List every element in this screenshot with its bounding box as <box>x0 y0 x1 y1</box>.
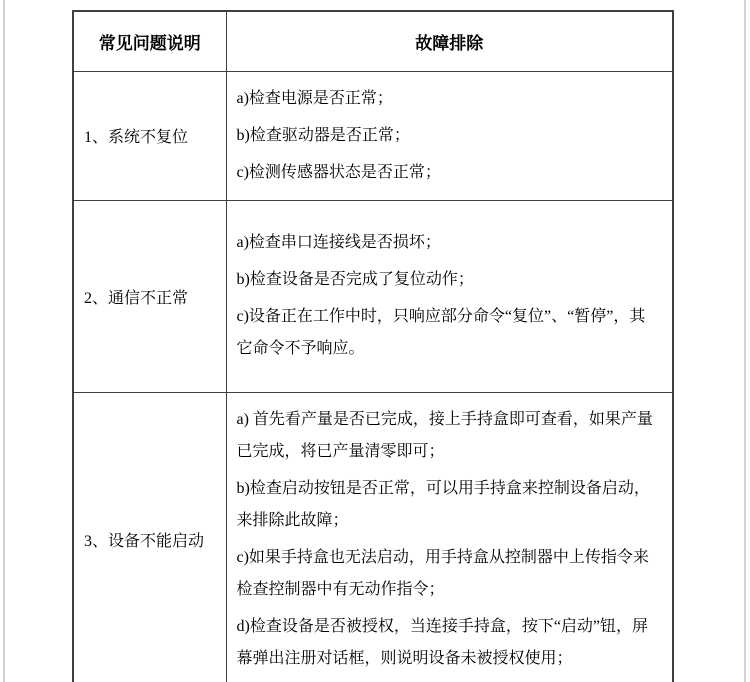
solution-cell <box>226 392 673 682</box>
header-solution-column: 故障排除 <box>226 11 673 71</box>
table-row <box>73 392 673 682</box>
solution-item: c)如果手持盒也无法启动，用手持盒从控制器中上传指令来检查控制器中有无动作指令； <box>236 548 649 598</box>
page-right-edge-line <box>744 0 746 682</box>
solution-item: d)检查设备是否被授权，当连接手持盒，按下“启动”钮，屏幕弹出注册对话框，则说明设备未被授权使用； <box>236 617 649 667</box>
table-row <box>73 71 673 200</box>
problem-cell: 2、通信不正常 <box>73 200 226 392</box>
header-problem-column: 常见问题说明 <box>73 11 226 71</box>
solution-item: a)检查串口连接线是否损坏； <box>236 234 441 251</box>
solution-item: c)检测传感器状态是否正常； <box>236 163 441 181</box>
table-row <box>73 200 673 392</box>
solution-item: a) 首先看产量是否已完成，接上手持盒即可查看，如果产量已完成，将已产量清零即可； <box>236 410 653 460</box>
table-header-row <box>73 11 673 71</box>
solution-cell <box>226 200 673 392</box>
solution-item: a)检查电源是否正常； <box>236 89 393 107</box>
solution-cell <box>226 71 673 200</box>
troubleshooting-table <box>72 10 674 682</box>
solution-item: b)检查驱动器是否正常； <box>236 126 410 144</box>
solution-item: c)设备正在工作中时，只响应部分命令“复位”、“暂停”，其它命令不予响应。 <box>236 308 646 357</box>
solution-item: b)检查设备是否完成了复位动作； <box>236 271 474 288</box>
problem-cell: 1、系统不复位 <box>73 71 226 200</box>
problem-cell: 3、设备不能启动 <box>73 392 226 682</box>
solution-item: b)检查启动按钮是否正常，可以用手持盒来控制设备启动，来排除此故障； <box>236 479 650 529</box>
page-left-edge-line <box>3 0 5 682</box>
